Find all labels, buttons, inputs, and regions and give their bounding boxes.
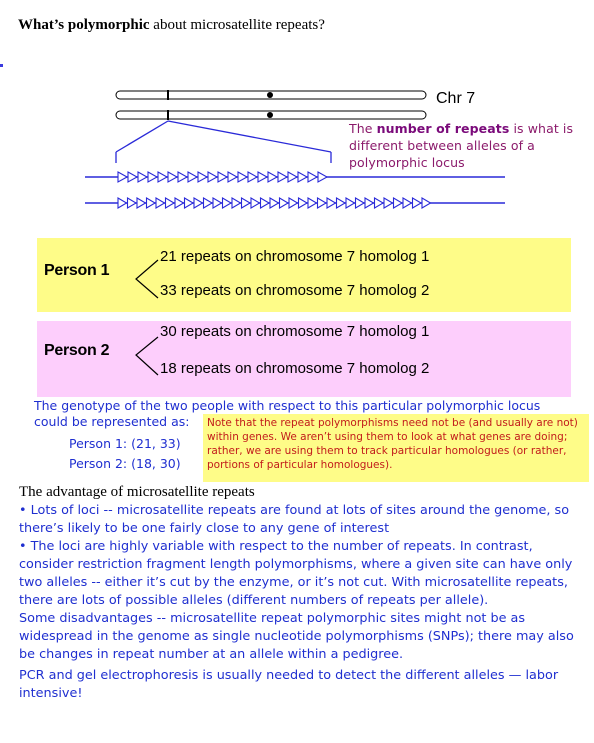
repeat-arrow-strand-1-4 xyxy=(148,172,157,182)
zoom-lines xyxy=(116,121,331,163)
note-suffix: is what is different between alleles of a polymorphic locus xyxy=(349,121,574,170)
repeat-arrow-strand-2-27 xyxy=(365,198,374,208)
repeat-number-note xyxy=(349,120,584,171)
repeat-arrow-strand-1-1 xyxy=(118,172,127,182)
repeat-arrow-strand-2-24 xyxy=(337,198,346,208)
repeat-arrow-strand-1-9 xyxy=(198,172,207,182)
repeat-arrow-strand-1-2 xyxy=(128,172,137,182)
disadvantages-text: Some disadvantages -- microsatellite repeat polymorphic sites might not be as widespread in the genome as single nucleotide polymorphisms (SNPs); there may also be changes in repeat number at an allele within a pedigree. xyxy=(19,611,574,662)
chromosome-label: Chr 7 xyxy=(436,90,476,107)
person-2-brace xyxy=(132,327,162,383)
person-1-homolog-2: 33 repeats on chromosome 7 homolog 2 xyxy=(160,282,430,299)
repeat-arrow-strand-2-31 xyxy=(403,198,412,208)
repeat-arrow-strand-2-20 xyxy=(299,198,308,208)
repeat-arrow-strand-1-7 xyxy=(178,172,187,182)
repeat-arrow-strand-2-4 xyxy=(147,198,156,208)
repeat-arrow-strand-1-13 xyxy=(238,172,247,182)
repeat-arrow-strand-1-15 xyxy=(258,172,267,182)
repeat-arrow-strand-2-8 xyxy=(185,198,194,208)
repeat-arrow-strand-2-2 xyxy=(128,198,137,208)
person-1-brace xyxy=(132,248,162,304)
repeat-arrow-strand-2-12 xyxy=(223,198,232,208)
repeat-arrow-strand-2-5 xyxy=(156,198,165,208)
centromere-1 xyxy=(267,92,273,98)
advantage-bullet-1: • Lots of loci -- microsatellite repeats are found at lots of sites around the genome, so there’s likely to be one fairly close to any gene of interest xyxy=(19,503,570,536)
advantage-bullet-2: • The loci are highly variable with respect to the number of repeats. In contrast, consider restriction fragment length polymorphisms, where a given site can have only two alleles -- either it’s cut by the enzyme, or it’s not cut. With microsatellite repeats, there are lots of possible alleles (different numbers of repeats per allele). xyxy=(19,539,573,608)
title-bold: What’s polymorphic xyxy=(18,17,150,33)
repeat-arrow-strand-2-1 xyxy=(118,198,127,208)
person-1-panel xyxy=(37,238,571,312)
title-rest: about microsatellite repeats? xyxy=(149,17,325,33)
repeat-arrow-strand-2-16 xyxy=(261,198,270,208)
repeat-arrow-strand-2-17 xyxy=(270,198,279,208)
person-1-label: Person 1 xyxy=(44,262,110,279)
repeat-arrow-strand-2-3 xyxy=(137,198,146,208)
repeat-arrow-strand-1-14 xyxy=(248,172,257,182)
repeat-arrow-strand-1-18 xyxy=(288,172,297,182)
repeat-arrow-strand-2-28 xyxy=(375,198,384,208)
genotype-person-1: Person 1: (21, 33) xyxy=(69,436,181,451)
repeat-arrow-strand-1-19 xyxy=(298,172,307,182)
repeat-arrow-strand-2-25 xyxy=(346,198,355,208)
repeat-arrow-strand-2-11 xyxy=(213,198,222,208)
repeat-arrow-strand-2-30 xyxy=(394,198,403,208)
repeat-arrow-strand-1-6 xyxy=(168,172,177,182)
repeat-arrow-strand-2-26 xyxy=(356,198,365,208)
advantages-heading: The advantage of microsatellite repeats xyxy=(19,484,255,500)
repeat-arrow-strand-2-14 xyxy=(242,198,251,208)
pcr-text: PCR and gel electrophoresis is usually needed to detect the different alleles — labor intensive! xyxy=(19,668,559,701)
genotype-line-1: The genotype of the two people with respect to this particular polymorphic locus xyxy=(34,398,541,413)
repeat-arrow-strand-1-11 xyxy=(218,172,227,182)
repeat-arrow-strand-2-21 xyxy=(308,198,317,208)
person-2-panel xyxy=(37,321,571,397)
side-note: Note that the repeat polymorphisms need not be (and usually are not) within genes. We aren’t using them to look at what genes are doing; rather, we are using them to track particular homologues (or rather, portions of particular homologues). xyxy=(203,414,589,482)
person-2-homolog-2: 18 repeats on chromosome 7 homolog 2 xyxy=(160,360,430,377)
person-2-label: Person 2 xyxy=(44,342,110,359)
repeat-arrow-strand-1-5 xyxy=(158,172,167,182)
repeat-arrow-strand-1-12 xyxy=(228,172,237,182)
repeat-arrow-strand-2-32 xyxy=(413,198,422,208)
note-bold: number of repeats xyxy=(376,121,510,136)
centromere-2 xyxy=(267,112,273,118)
repeat-arrow-strand-2-33 xyxy=(422,198,431,208)
repeat-arrow-strand-2-18 xyxy=(280,198,289,208)
repeat-arrow-strand-2-9 xyxy=(194,198,203,208)
repeat-arrow-strand-1-21 xyxy=(318,172,327,182)
repeat-arrows-strand-2 xyxy=(118,198,431,208)
person-1-homolog-1: 21 repeats on chromosome 7 homolog 1 xyxy=(160,248,430,265)
genotype-line-2: could be represented as: xyxy=(34,414,190,429)
repeat-arrow-strand-1-10 xyxy=(208,172,217,182)
repeat-arrow-strand-1-16 xyxy=(268,172,277,182)
repeat-arrow-strand-1-8 xyxy=(188,172,197,182)
repeat-arrow-strand-2-10 xyxy=(204,198,213,208)
repeat-arrow-strand-2-13 xyxy=(232,198,241,208)
repeat-arrow-strand-1-3 xyxy=(138,172,147,182)
repeat-arrow-strand-2-19 xyxy=(289,198,298,208)
repeat-arrow-strand-2-22 xyxy=(318,198,327,208)
repeat-arrow-strand-2-7 xyxy=(175,198,184,208)
person-2-homolog-1: 30 repeats on chromosome 7 homolog 1 xyxy=(160,323,430,340)
genotype-person-2: Person 2: (18, 30) xyxy=(69,456,181,471)
repeat-arrow-strand-2-15 xyxy=(251,198,260,208)
repeat-arrow-strand-2-23 xyxy=(327,198,336,208)
repeat-arrow-strand-2-6 xyxy=(166,198,175,208)
note-prefix: The xyxy=(349,121,377,136)
advantages-body xyxy=(19,502,584,703)
repeat-arrows-strand-1 xyxy=(118,172,327,182)
repeat-arrow-strand-1-17 xyxy=(278,172,287,182)
repeat-arrow-strand-2-29 xyxy=(384,198,393,208)
repeat-arrow-strand-1-20 xyxy=(308,172,317,182)
